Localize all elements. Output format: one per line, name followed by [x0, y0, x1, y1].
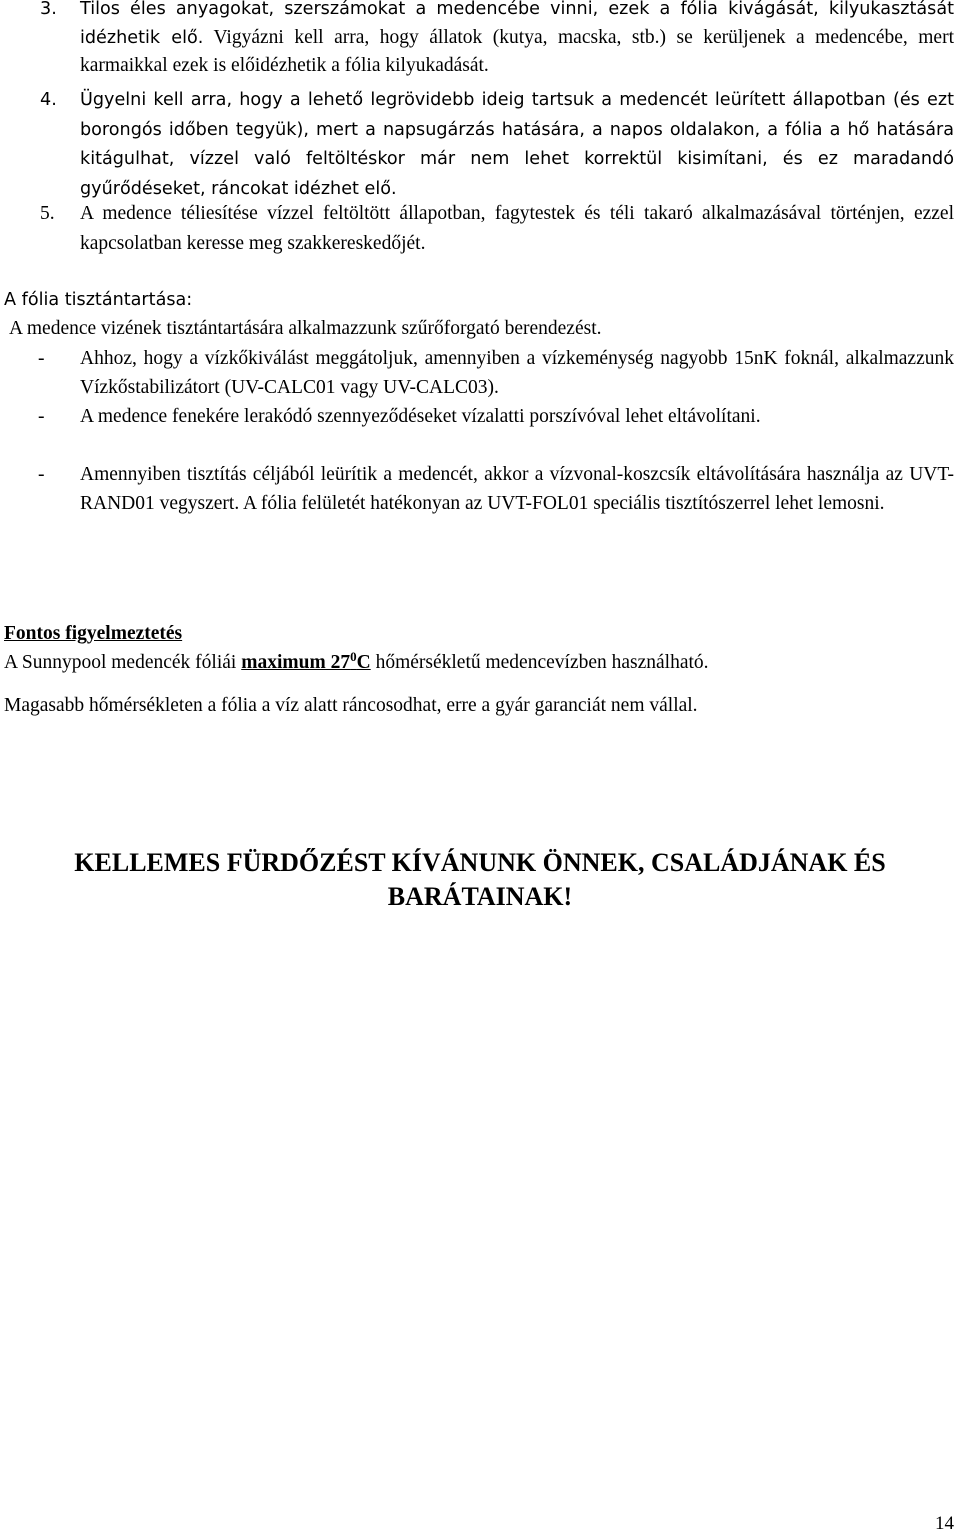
warning-title: Fontos figyelmeztetés — [4, 623, 183, 644]
dash-marker: - — [38, 406, 45, 427]
closing-line-1: KELLEMES FÜRDŐZÉST KÍVÁNUNK ÖNNEK, CSALÁDJÁNAK ÉS — [74, 848, 886, 877]
dash-list-item — [0, 344, 954, 402]
list-item-text-part: Tilos éles anyagokat, szerszámokat a medencébe vinni, ezek a fólia kivágását, kilyukasztását idézhetik elő. — [80, 0, 954, 48]
dash-marker: - — [38, 464, 45, 485]
warning-emphasis — [241, 649, 371, 673]
list-item-text-part: Vigyázni kell arra, hogy állatok (kutya, macska, stb.) se kerüljenek a medencébe, mert karmaikkal ezek is előidézhetik a fólia kilyukadását. — [80, 26, 954, 76]
temperature-unit: C — [356, 652, 371, 673]
closing-line-2: BARÁTAINAK! — [387, 882, 573, 911]
max-temperature-text: maximum 27 — [241, 652, 351, 673]
numbered-list-item-5 — [0, 199, 954, 258]
dash-item-text: Ahhoz, hogy a vízkőkiválást meggátoljuk, amennyiben a vízkeménység nagyobb 15nK foknál, alkalmazzunk Vízkőstabilizátort (UV-CALC01 vagy UV-CALC03). — [80, 348, 954, 398]
section-heading-care: A fólia tisztántartása: — [4, 290, 193, 310]
dash-marker: - — [38, 348, 45, 369]
warning-text: hőmérsékletű medencevízben használható. — [370, 652, 709, 673]
list-number: 3. — [40, 0, 57, 19]
list-item-text: Ügyelni kell arra, hogy a lehető legrövidebb ideig tartsuk a medencét leürített állapotban (és ezt borongós időben tegyük), mert a napsugárzás hatására, a napos oldalakon, a fólia a hő hatására kitágulhat, vízzel való feltöltéskor már nem lehet korrektül kisimítani, és ez maradandó gyűrődéseket, ráncokat idézhet elő. — [80, 90, 954, 199]
list-number: 5. — [40, 203, 55, 224]
dash-list-item — [0, 402, 954, 431]
care-intro-text: A medence vizének tisztántartására alkalmazzunk szűrőforgató berendezést. — [9, 318, 602, 339]
warning-line-1 — [4, 649, 954, 677]
warning-line-2: Magasabb hőmérsékleten a fólia a víz alatt ráncosodhat, erre a gyár garanciát nem vállal. — [4, 695, 698, 716]
list-item-text: A medence téliesítése vízzel feltöltött állapotban, fagytestek és téli takaró alkalmazásával történjen, ezzel kapcsolatban keresse meg szakkereskedőjét. — [80, 203, 954, 254]
list-item-text — [80, 0, 954, 81]
list-number: 4. — [40, 90, 57, 110]
numbered-list-item-4 — [0, 86, 954, 204]
page-number: 14 — [935, 1513, 954, 1534]
numbered-list-item-3 — [0, 0, 954, 81]
dash-list-item — [0, 460, 954, 518]
degree-superscript: 0 — [350, 649, 357, 664]
closing-message — [0, 846, 960, 914]
dash-item-text: Amennyiben tisztítás céljából leürítik a medencét, akkor a vízvonal-koszcsík eltávolítására használja az UVT-RAND01 vegyszert. A fólia felületét hatékonyan az UVT-FOL01 speciális tisztítószerrel lehet lemosni. — [80, 464, 954, 514]
warning-text: A Sunnypool medencék fóliái — [4, 652, 242, 673]
dash-item-text: A medence fenekére lerakódó szennyeződéseket vízalatti porszívóval lehet eltávolítani. — [80, 406, 761, 427]
